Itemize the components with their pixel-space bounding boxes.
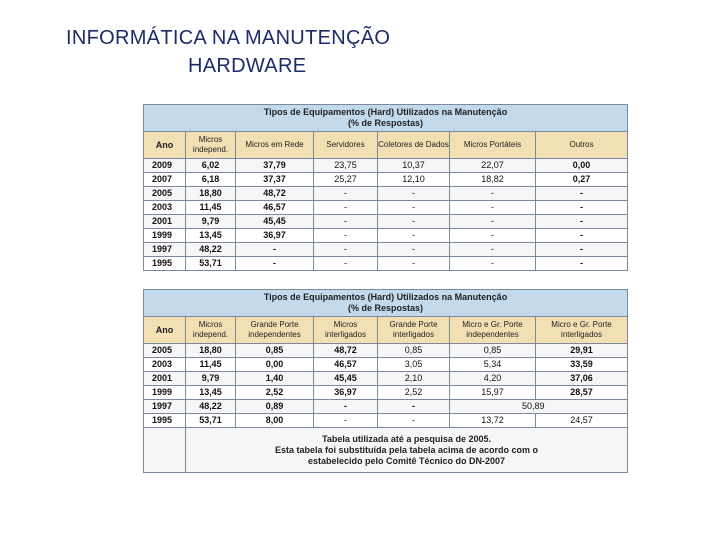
- table-cell: 9,79: [186, 215, 236, 229]
- table-cell: -: [378, 215, 450, 229]
- table-row: [144, 243, 628, 257]
- table-cell: -: [450, 215, 536, 229]
- equipment-table-current: [143, 104, 628, 271]
- table-cell: 5,34: [450, 358, 536, 372]
- table-cell: 18,80: [186, 344, 236, 358]
- table-cell: -: [536, 243, 628, 257]
- table-cell: 36,97: [314, 386, 378, 400]
- table-cell: 13,45: [186, 229, 236, 243]
- table2-caption-line1: Tipos de Equipamentos (Hard) Utilizados na Manutenção: [263, 292, 508, 302]
- table-cell: -: [536, 215, 628, 229]
- year-cell: 2003: [144, 201, 186, 215]
- table-cell: 53,71: [186, 414, 236, 428]
- year-cell: 2009: [144, 159, 186, 173]
- table-cell: 4,20: [450, 372, 536, 386]
- note-line-3: estabelecido pelo Comitê Técnico do DN-2007: [307, 455, 506, 466]
- table-cell: 10,37: [378, 159, 450, 173]
- title-line-1: INFORMÁTICA NA MANUTENÇÃO: [66, 27, 391, 49]
- table-cell: 0,00: [536, 159, 628, 173]
- table-cell: 18,82: [450, 173, 536, 187]
- table2-header-micros-independ: Micros independ.: [186, 317, 236, 344]
- table-cell: 8,00: [236, 414, 314, 428]
- year-cell: 1999: [144, 229, 186, 243]
- table2-caption: [144, 290, 628, 317]
- table1-header-outros: Outros: [536, 132, 628, 159]
- year-cell: 1997: [144, 400, 186, 414]
- table-row: [144, 372, 628, 386]
- year-cell: 1995: [144, 414, 186, 428]
- table-cell: 37,06: [536, 372, 628, 386]
- table-cell: -: [378, 257, 450, 271]
- table-row: [144, 201, 628, 215]
- table-cell: -: [314, 414, 378, 428]
- table-row: [144, 229, 628, 243]
- table-cell: 2,52: [378, 386, 450, 400]
- table1-header-ano: Ano: [144, 132, 186, 159]
- table-cell: -: [536, 257, 628, 271]
- table-cell: 36,97: [236, 229, 314, 243]
- table-cell: -: [378, 243, 450, 257]
- table-cell: 15,97: [450, 386, 536, 400]
- table-cell: 1,40: [236, 372, 314, 386]
- table-cell: 6,02: [186, 159, 236, 173]
- table-cell: -: [450, 257, 536, 271]
- table2-caption-line2: (% de Respostas): [348, 303, 424, 313]
- table2-header-ano: Ano: [144, 317, 186, 344]
- table-row: [144, 173, 628, 187]
- table1-header-portateis: Micros Portáteis: [450, 132, 536, 159]
- table-cell: -: [450, 229, 536, 243]
- table-cell: 23,75: [314, 159, 378, 173]
- equipment-table-legacy: [143, 289, 628, 473]
- table-cell: 46,57: [314, 358, 378, 372]
- table-cell: -: [236, 243, 314, 257]
- table-row: [144, 215, 628, 229]
- table-row: [144, 414, 628, 428]
- table-row: [144, 400, 628, 414]
- table-row: [144, 257, 628, 271]
- table-cell: 18,80: [186, 187, 236, 201]
- table2-header-gp-interligados: Grande Porte interligados: [378, 317, 450, 344]
- table-cell: -: [378, 414, 450, 428]
- table-cell: -: [536, 201, 628, 215]
- year-cell: 1997: [144, 243, 186, 257]
- table-cell: -: [378, 229, 450, 243]
- table-cell: 48,22: [186, 243, 236, 257]
- year-cell: 1999: [144, 386, 186, 400]
- table-cell: 48,72: [314, 344, 378, 358]
- year-cell: 2001: [144, 372, 186, 386]
- table1-header-coletores: Coletores de Dados: [378, 132, 450, 159]
- table1-header-micros-em-rede: Micros em Rede: [236, 132, 314, 159]
- table-cell: -: [378, 187, 450, 201]
- year-cell: 1995: [144, 257, 186, 271]
- table-cell: 0,85: [236, 344, 314, 358]
- table-cell: -: [236, 257, 314, 271]
- table-cell: -: [378, 201, 450, 215]
- table-cell: -: [314, 229, 378, 243]
- table-cell: -: [378, 400, 450, 414]
- table-note: [186, 428, 628, 473]
- table-cell: 37,37: [236, 173, 314, 187]
- table1-header-micros-independ: Micros independ.: [186, 132, 236, 159]
- table-cell: 0,85: [378, 344, 450, 358]
- table-cell: 33,59: [536, 358, 628, 372]
- table-cell: -: [314, 400, 378, 414]
- table-cell: -: [314, 215, 378, 229]
- note-row: [144, 428, 628, 473]
- table-cell: 45,45: [236, 215, 314, 229]
- table-cell: 0,27: [536, 173, 628, 187]
- table-row: [144, 159, 628, 173]
- note-blank-cell: [144, 428, 186, 473]
- table-cell: -: [314, 187, 378, 201]
- table-cell: 2,10: [378, 372, 450, 386]
- table-cell: 29,91: [536, 344, 628, 358]
- table-cell: 12,10: [378, 173, 450, 187]
- table-row: [144, 187, 628, 201]
- table1-caption-line2: (% de Respostas): [348, 118, 424, 128]
- table-cell: 13,45: [186, 386, 236, 400]
- table-row: [144, 386, 628, 400]
- table-cell: 9,79: [186, 372, 236, 386]
- table-cell: -: [536, 187, 628, 201]
- table-row: [144, 358, 628, 372]
- table-cell: 13,72: [450, 414, 536, 428]
- page-title: [66, 24, 390, 80]
- table2-header-gp-independentes: Grande Porte independentes: [236, 317, 314, 344]
- table-cell: -: [314, 243, 378, 257]
- table-cell: 0,89: [236, 400, 314, 414]
- table-cell: -: [450, 187, 536, 201]
- table-cell: 0,00: [236, 358, 314, 372]
- table1-caption-line1: Tipos de Equipamentos (Hard) Utilizados na Manutenção: [263, 107, 508, 117]
- year-cell: 2003: [144, 358, 186, 372]
- table-cell: 11,45: [186, 201, 236, 215]
- table-cell: 6,18: [186, 173, 236, 187]
- table-cell: 53,71: [186, 257, 236, 271]
- table-cell: -: [450, 201, 536, 215]
- note-line-1: Tabela utilizada até a pesquisa de 2005.: [322, 433, 491, 444]
- year-cell: 2007: [144, 173, 186, 187]
- table2-header-micro-gp-independentes: Micro e Gr. Porte independentes: [450, 317, 536, 344]
- table-cell: -: [536, 229, 628, 243]
- table1-caption: [144, 105, 628, 132]
- table-cell: 2,52: [236, 386, 314, 400]
- table-cell: 46,57: [236, 201, 314, 215]
- table2-header-micro-gp-interligados: Micro e Gr. Porte interligados: [536, 317, 628, 344]
- table-cell: 0,85: [450, 344, 536, 358]
- table-cell: 22,07: [450, 159, 536, 173]
- table-cell: 11,45: [186, 358, 236, 372]
- table-cell: 45,45: [314, 372, 378, 386]
- note-line-2: Esta tabela foi substituída pela tabela acima de acordo com o: [274, 444, 539, 455]
- year-cell: 2005: [144, 344, 186, 358]
- table-cell: 24,57: [536, 414, 628, 428]
- table-cell: 48,72: [236, 187, 314, 201]
- table-cell: 3,05: [378, 358, 450, 372]
- table-cell: 48,22: [186, 400, 236, 414]
- merged-cell: 50,89: [450, 400, 628, 414]
- table1-header-servidores: Servidores: [314, 132, 378, 159]
- table-cell: 28,57: [536, 386, 628, 400]
- table-cell: -: [314, 257, 378, 271]
- year-cell: 2005: [144, 187, 186, 201]
- title-line-2: HARDWARE: [188, 55, 307, 77]
- table-cell: 37,79: [236, 159, 314, 173]
- table-row: [144, 344, 628, 358]
- table-cell: 25,27: [314, 173, 378, 187]
- table-cell: -: [450, 243, 536, 257]
- table2-header-micros-interligados: Micros interligados: [314, 317, 378, 344]
- table-cell: -: [314, 201, 378, 215]
- year-cell: 2001: [144, 215, 186, 229]
